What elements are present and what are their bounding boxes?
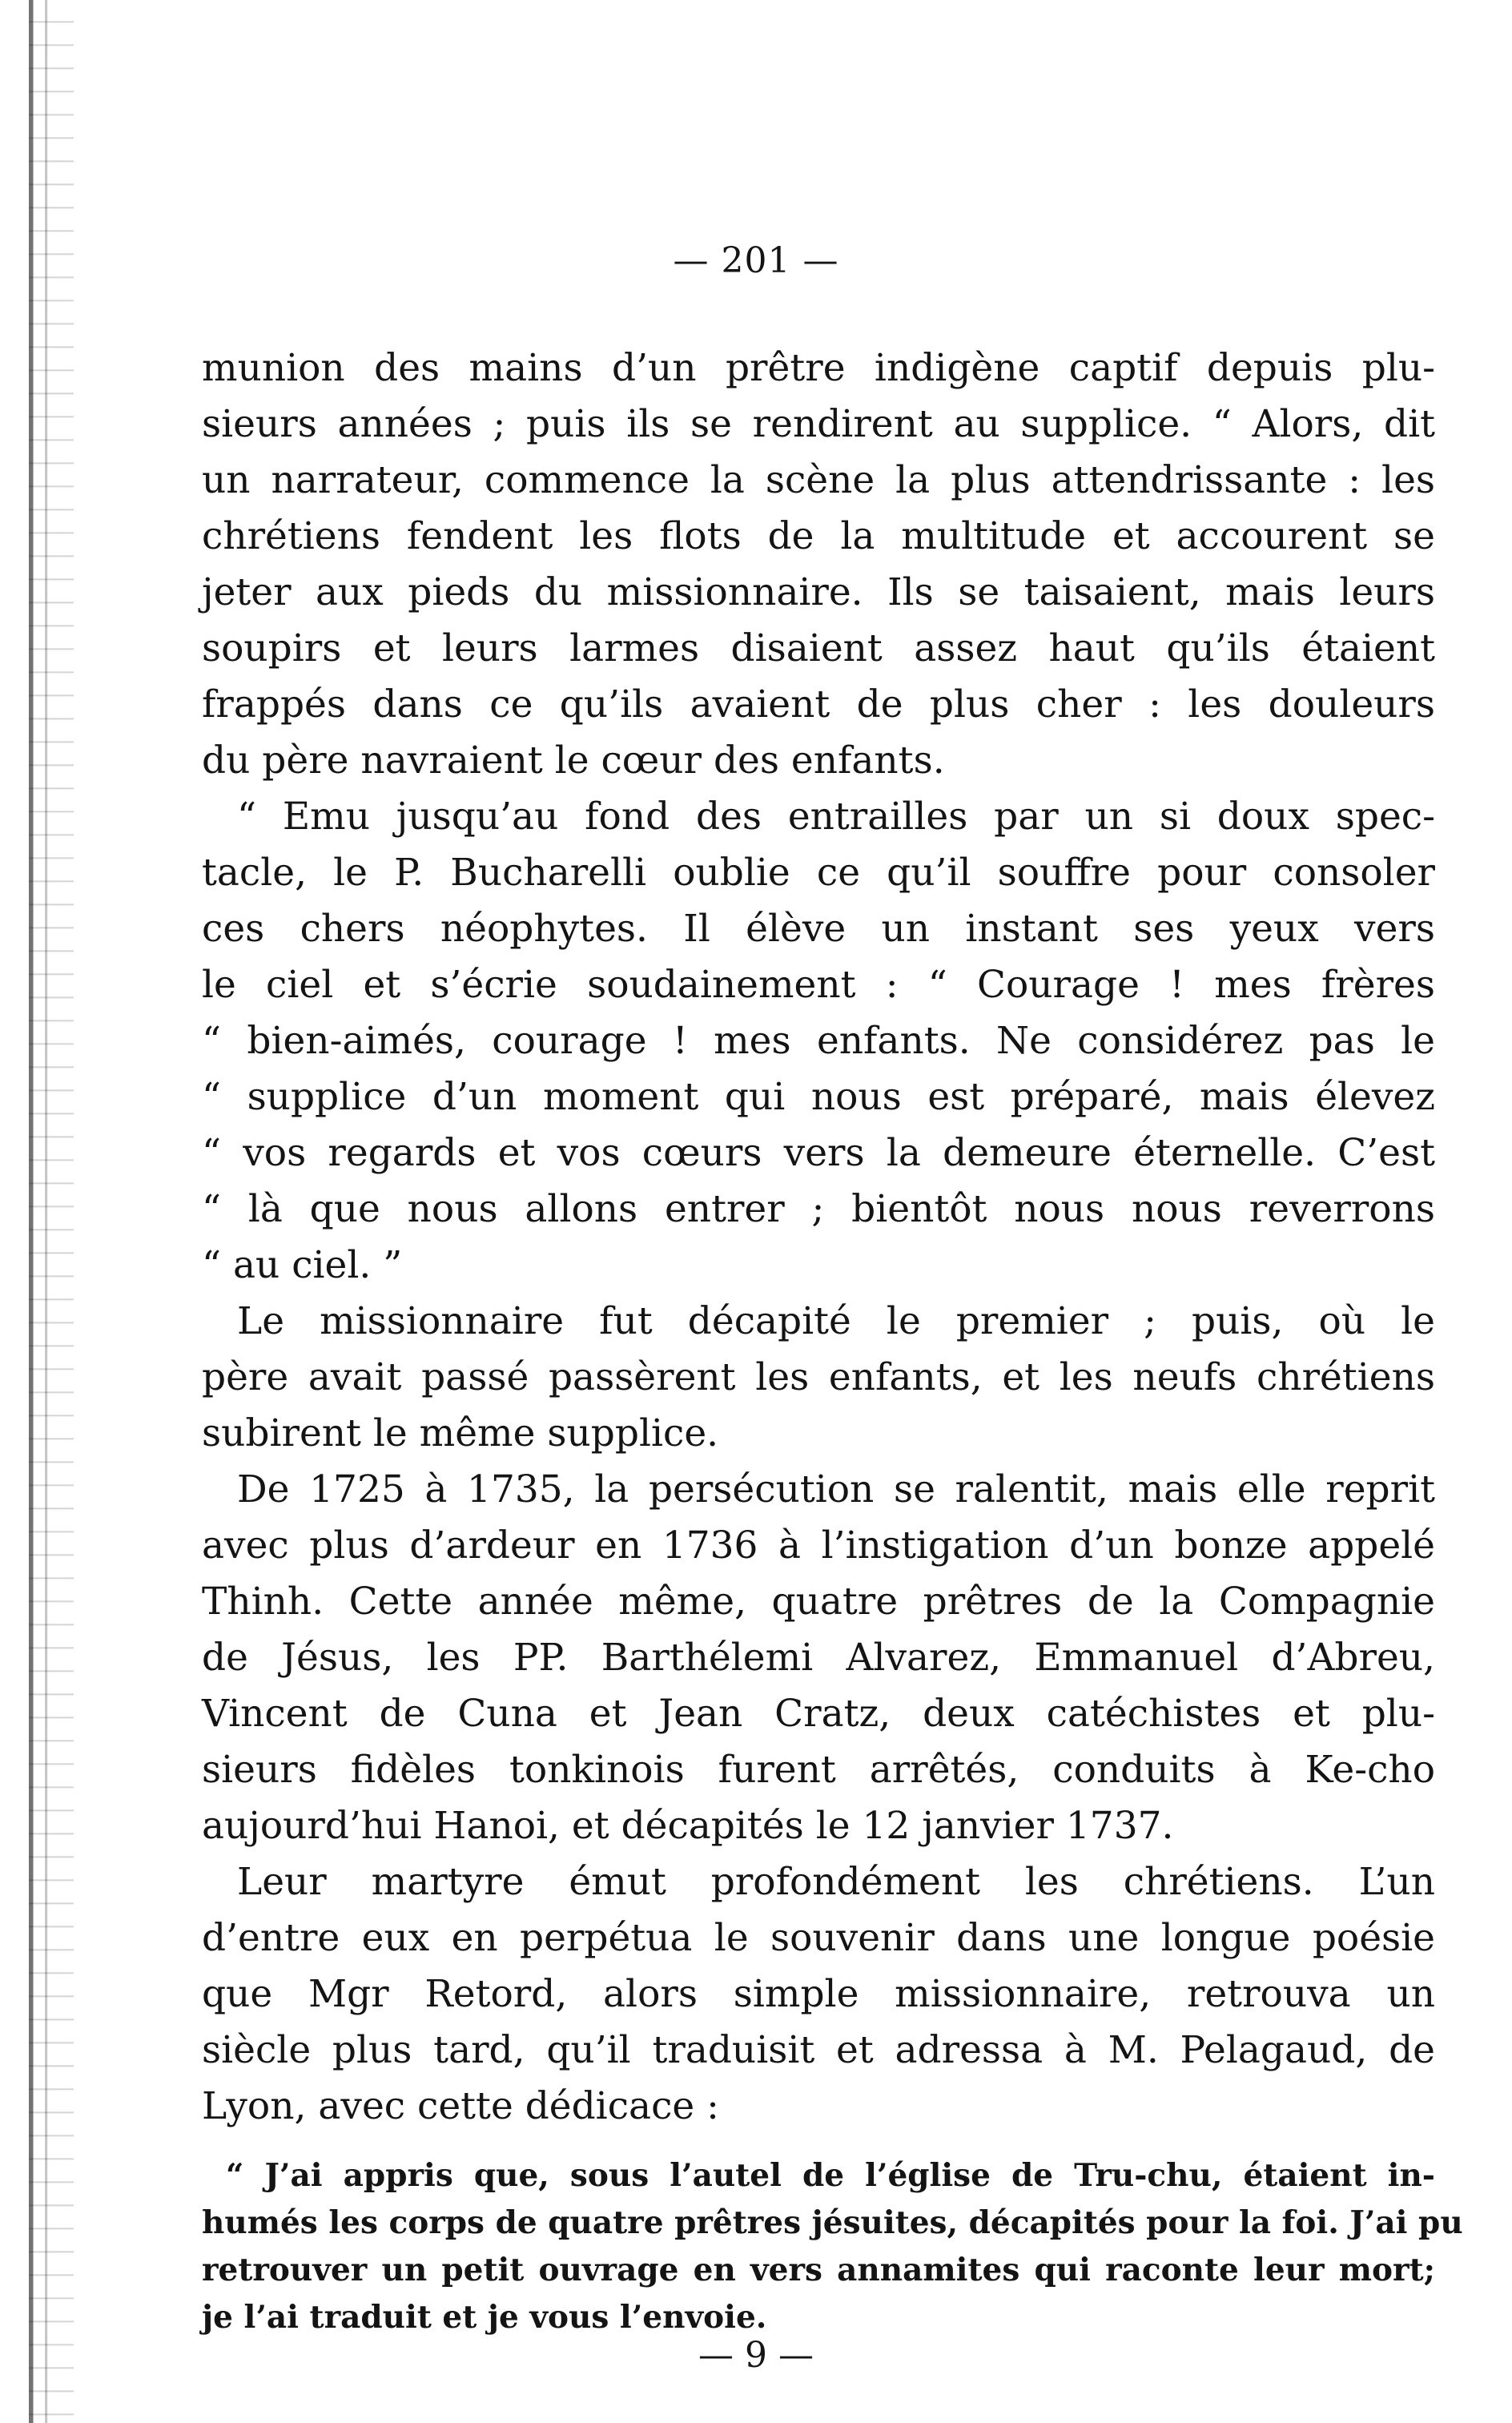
text-line: subirent le même supplice. [202,1411,719,1455]
page-number: — 201 — [673,240,839,281]
text-line: “ là que nous allons entrer ; bientôt nous nous reverrons [202,1187,1435,1231]
text-line: frappés dans ce qu’ils avaient de plus cher : les douleurs [202,682,1435,726]
page-body [202,340,1463,2341]
text-line: “ au ciel. ” [202,1243,403,1287]
text-line: père avait passé passèrent les enfants, et les neufs chrétiens [202,1355,1435,1399]
quote-line: je l’ai traduit et je vous l’envoie. [202,2299,767,2336]
quote-line: retrouver un petit ouvrage en vers annamites qui raconte leur mort; [202,2252,1435,2288]
text-line: Thinh. Cette année même, quatre prêtres de la Compagnie [202,1580,1435,1624]
text-line: le ciel et s’écrie soudainement : “ Courage ! mes frères [202,963,1435,1007]
text-line: avec plus d’ardeur en 1736 à l’instigation d’un bonze appelé [202,1523,1435,1568]
text-line: “ supplice d’un moment qui nous est préparé, mais élevez [202,1075,1435,1119]
text-line: Vincent de Cuna et Jean Cratz, deux catéchistes et plu- [202,1692,1435,1736]
text-line: soupirs et leurs larmes disaient assez haut qu’ils étaient [202,626,1435,670]
text-line: Leur martyre émut profondément les chrétiens. L’un [237,1860,1435,1904]
text-line: “ bien-aimés, courage ! mes enfants. Ne considérez pas le [202,1019,1435,1063]
text-line: “ vos regards et vos cœurs vers la demeure éternelle. C’est [202,1131,1435,1175]
signature-mark: — 9 — [698,2335,814,2376]
body-text [202,340,1435,2135]
text-line: d’entre eux en perpétua le souvenir dans une longue poésie [202,1916,1435,1960]
text-line: sieurs fidèles tonkinois furent arrêtés, conduits à Ke-cho [202,1748,1435,1792]
dedication-quote [202,2152,1463,2341]
text-line: tacle, le P. Bucharelli oublie ce qu’il souffre pour consoler [202,851,1435,895]
text-line: que Mgr Retord, alors simple missionnaire, retrouva un [202,1972,1435,2016]
text-line: munion des mains d’un prêtre indigène captif depuis plu- [202,346,1435,390]
text-line: aujourd’hui Hanoi, et décapités le 12 janvier 1737. [202,1804,1174,1848]
text-line: De 1725 à 1735, la persécution se ralentit, mais elle reprit [237,1467,1435,1511]
text-line: de Jésus, les PP. Barthélemi Alvarez, Emmanuel d’Abreu, [202,1636,1435,1680]
book-binding-edge [29,0,74,2423]
text-line: Le missionnaire fut décapité le premier ; puis, où le [237,1299,1435,1343]
text-line: jeter aux pieds du missionnaire. Ils se taisaient, mais leurs [202,570,1435,614]
text-line: du père navraient le cœur des enfants. [202,739,945,783]
text-line: un narrateur, commence la scène la plus attendrissante : les [202,458,1435,502]
text-line: sieurs années ; puis ils se rendirent au supplice. “ Alors, dit [202,402,1435,446]
text-line: ces chers néophytes. Il élève un instant ses yeux vers [202,907,1435,951]
quote-line: “ J’ai appris que, sous l’autel de l’église de Tru-chu, étaient in- [226,2157,1435,2194]
text-line: siècle plus tard, qu’il traduisit et adressa à M. Pelagaud, de [202,2028,1435,2072]
quote-line: humés les corps de quatre prêtres jésuites, décapités pour la foi. J’ai pu [202,2204,1463,2241]
text-line: chrétiens fendent les flots de la multitude et accourent se [202,514,1435,558]
text-line: Lyon, avec cette dédicace : [202,2084,719,2128]
text-line: “ Emu jusqu’au fond des entrailles par un si doux spec- [237,795,1435,839]
